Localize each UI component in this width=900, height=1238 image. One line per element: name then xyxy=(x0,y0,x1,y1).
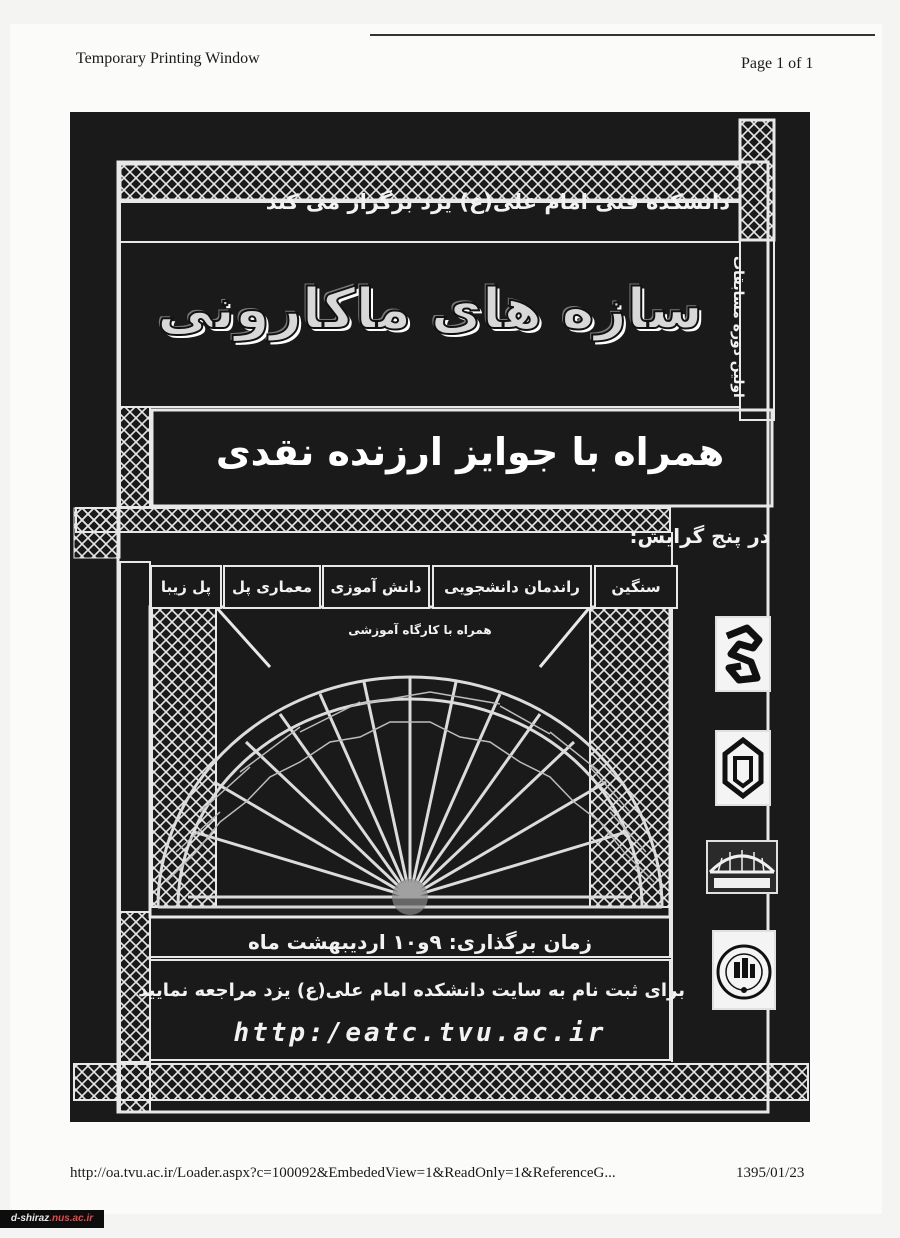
site-watermark xyxy=(0,1210,104,1228)
date-line: زمان برگذاری: ۹و۱۰ اردیبهشت ماه xyxy=(248,930,592,954)
category-beautiful-bridge: پل زیبا xyxy=(150,565,222,609)
category-bridge-architecture: معماری پل xyxy=(223,565,321,609)
organizer-line: دانشکده فنی امام علی(ع) یزد برگزار می کند xyxy=(265,190,730,214)
poster-lattice-art xyxy=(70,112,810,1122)
prize-line: همراه با جوایز ارزنده نقدی xyxy=(215,430,725,474)
category-heavy: سنگین xyxy=(594,565,678,609)
faculty-round-seal-logo xyxy=(712,930,776,1010)
workshop-note: همراه با کارگاه آموزشی xyxy=(348,623,492,637)
fields-label: در پنج گرایش: xyxy=(629,524,770,548)
page-number: Page 1 of 1 xyxy=(741,55,814,72)
ifuss-bridge-logo xyxy=(706,840,778,894)
macaroni-structure-logo xyxy=(715,616,771,692)
print-date: 1395/01/23 xyxy=(736,1165,805,1181)
print-window-title: Temporary Printing Window xyxy=(76,50,260,67)
category-student-efficiency: راندمان دانشجویی xyxy=(432,565,592,609)
watermark-suffix: .nus.ac.ir xyxy=(49,1213,94,1224)
university-crest-logo xyxy=(715,730,771,806)
main-title: سازه های ماکارونی xyxy=(157,277,703,342)
poster xyxy=(70,112,810,1122)
side-label: اولین دوره مسابقات xyxy=(730,256,746,398)
print-source-url: http://oa.tvu.ac.ir/Loader.aspx?c=100092&EmbededView=1&ReadOnly=1&ReferenceG... xyxy=(70,1165,616,1181)
watermark-prefix: d-shiraz xyxy=(10,1213,50,1224)
header-rule xyxy=(370,34,875,36)
website-url: http:/eatc.tvu.ac.ir xyxy=(233,1018,607,1048)
register-line: برای ثبت نام به سایت دانشکده امام علی(ع) یزد مراجعه نمایید xyxy=(138,980,685,1001)
category-school-students: دانش آموزی xyxy=(322,565,430,609)
